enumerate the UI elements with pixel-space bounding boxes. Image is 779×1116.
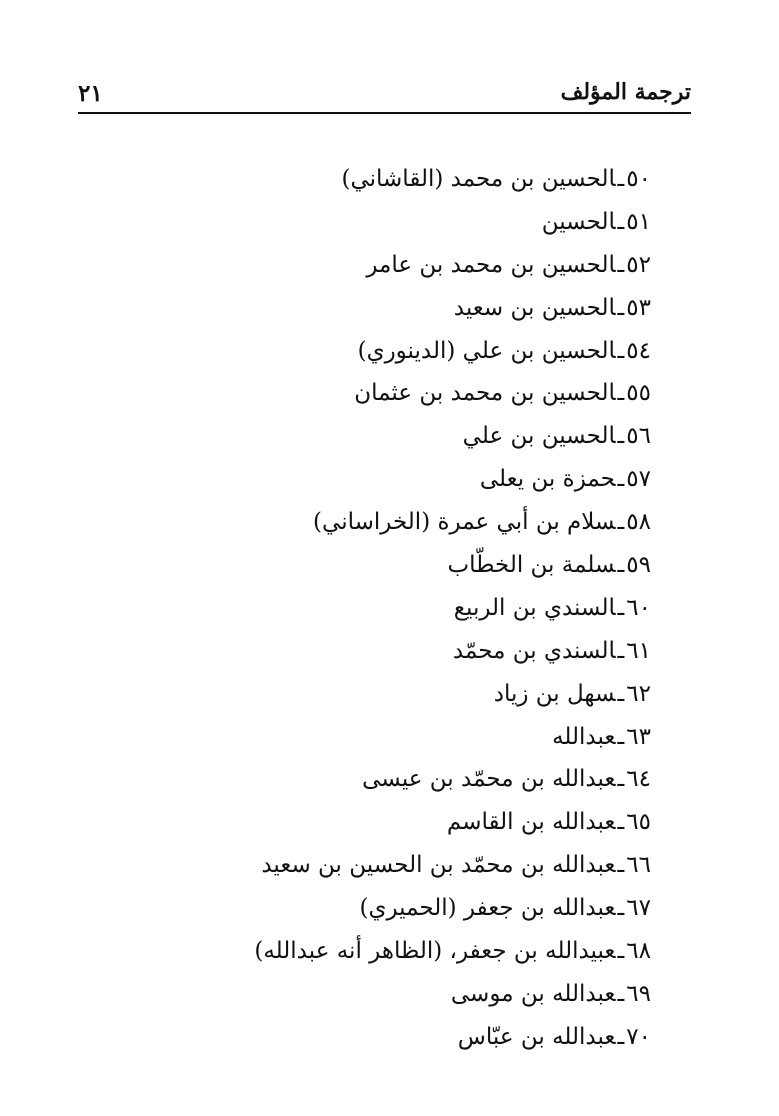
entry-number: ٥٠ (626, 166, 651, 192)
list-item (151, 844, 651, 887)
list-item (151, 673, 651, 716)
entry-dash: ـ (617, 509, 625, 536)
list-item (151, 587, 651, 630)
entry-dash: ـ (617, 938, 625, 965)
entry-dash: ـ (617, 680, 625, 707)
entry-number: ٥٨ (626, 509, 651, 536)
list-item (151, 887, 651, 930)
list-item (151, 1016, 651, 1059)
entry-name: الحسين (541, 208, 616, 235)
entry-name: حمزة بن يعلى (479, 466, 616, 493)
entry-number: ٥٢ (626, 251, 651, 278)
header-divider (78, 112, 691, 114)
entry-name: عبدالله بن محمّد بن الحسين بن سعيد (261, 852, 616, 879)
entry-dash: ـ (617, 466, 625, 493)
entry-number: ٥٤ (626, 337, 651, 364)
page-number: ٢١ (78, 80, 103, 107)
entry-dash: ـ (617, 809, 625, 836)
list-item (151, 544, 651, 587)
entry-name: الحسين بن محمد (القاشاني) (341, 166, 616, 192)
list-item (151, 372, 651, 415)
page-header (78, 72, 691, 112)
entry-dash: ـ (617, 423, 625, 450)
entry-number: ٦٥ (626, 809, 651, 836)
entry-dash: ـ (617, 980, 625, 1007)
entry-number: ٦٤ (626, 766, 651, 793)
narrator-list (151, 158, 651, 1059)
entry-name: الحسين بن علي (الدينوري) (357, 337, 616, 364)
entry-dash: ـ (617, 251, 625, 278)
entry-name: سهل بن زياد (493, 680, 616, 707)
entry-number: ٦٩ (626, 980, 651, 1007)
entry-name: الحسين بن سعيد (453, 294, 616, 321)
entry-number: ٦٧ (626, 895, 651, 922)
entry-number: ٧٠ (626, 1023, 651, 1050)
entry-dash: ـ (617, 637, 625, 664)
list-item (151, 930, 651, 973)
entry-name: عبدالله بن محمّد بن عيسى (362, 766, 616, 793)
entry-number: ٥١ (626, 208, 651, 235)
entry-dash: ـ (617, 766, 625, 793)
entry-name: السندي بن الربيع (453, 594, 616, 621)
entry-name: عبيدالله بن جعفر، (الظاهر أنه عبدالله) (254, 938, 616, 965)
running-title: ترجمة المؤلف (560, 79, 691, 105)
entry-dash: ـ (617, 895, 625, 922)
list-item (151, 158, 651, 201)
entry-number: ٦٨ (626, 938, 651, 965)
entry-dash: ـ (617, 723, 625, 750)
entry-dash: ـ (617, 337, 625, 364)
entry-number: ٦٢ (626, 680, 651, 707)
entry-name: عبدالله بن عبّاس (457, 1023, 616, 1050)
entry-name: سلمة بن الخطّاب (447, 552, 616, 579)
entry-number: ٦١ (626, 637, 651, 664)
list-item (151, 201, 651, 244)
entry-dash: ـ (617, 1023, 625, 1050)
list-item (151, 801, 651, 844)
entry-number: ٥٣ (626, 294, 651, 321)
list-item (151, 630, 651, 673)
entry-number: ٦٦ (626, 852, 651, 879)
entry-dash: ـ (617, 852, 625, 879)
list-item (151, 287, 651, 330)
entry-name: عبدالله بن موسى (450, 980, 616, 1007)
entry-name: الحسين بن علي (462, 423, 616, 450)
entry-name: سلام بن أبي عمرة (الخراساني) (313, 509, 616, 536)
entry-number: ٦٣ (626, 723, 651, 750)
entry-number: ٥٥ (626, 380, 651, 407)
list-item (151, 716, 651, 759)
entry-name: السندي بن محمّد (452, 637, 616, 664)
entry-dash: ـ (617, 594, 625, 621)
list-item (151, 758, 651, 801)
list-item (151, 330, 651, 373)
entry-name: الحسين بن محمد بن عثمان (354, 380, 616, 407)
entry-name: عبدالله بن جعفر (الحميري) (359, 895, 616, 922)
entry-number: ٥٧ (626, 466, 651, 493)
list-item (151, 458, 651, 501)
list-item (151, 973, 651, 1016)
entry-name: الحسين بن محمد بن عامر (366, 251, 616, 278)
entry-number: ٦٠ (626, 594, 651, 621)
entry-number: ٥٩ (626, 552, 651, 579)
list-item (151, 415, 651, 458)
entry-dash: ـ (617, 294, 625, 321)
entry-dash: ـ (617, 208, 625, 235)
entry-name: عبدالله بن القاسم (446, 809, 616, 836)
entry-dash: ـ (617, 552, 625, 579)
entry-dash: ـ (617, 166, 625, 192)
entry-name: عبدالله (552, 723, 616, 750)
entry-number: ٥٦ (626, 423, 651, 450)
list-item (151, 501, 651, 544)
entry-dash: ـ (617, 380, 625, 407)
list-item (151, 244, 651, 287)
